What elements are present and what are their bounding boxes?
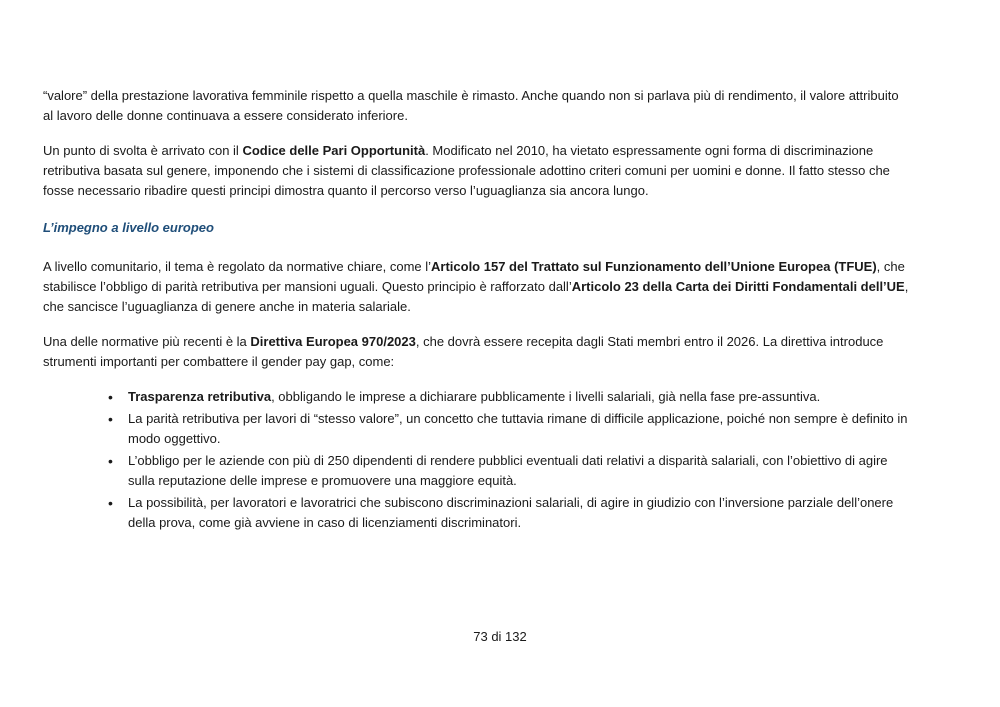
document-page: [43, 86, 911, 535]
text-span: Una delle normative più recenti è la: [43, 334, 251, 349]
section-heading: L’impegno a livello europeo: [43, 220, 214, 235]
list-item-text: La parità retributiva per lavori di “stesso valore”, un concetto che tuttavia rimane di difficile applicazione, poiché non sempre è definito in modo oggettivo.: [128, 411, 908, 446]
text-span: . Modificato nel 2010, ha vietato espressamente ogni forma di discriminazione retributiva basata sul genere, imponendo che i sistemi di classificazione professionale adottino criteri comuni per uomini e donne. Il fatto stesso che fosse necessario ribadire questi principi dimostra quanto il percorso verso l’uguaglianza sia ancora lungo.: [43, 143, 890, 198]
page-number: 73 di 132: [473, 629, 527, 644]
list-item-text: L’obbligo per le aziende con più di 250 dipendenti di rendere pubblici eventuali dati relativi a disparità salariali, con l’obiettivo di agire sulla reputazione delle imprese e promuovere una maggiore equità.: [128, 453, 888, 488]
text-span: , che dovrà essere recepita dagli Stati membri entro il 2026. La direttiva introduce strumenti importanti per combattere il gender pay gap, come:: [43, 334, 884, 369]
bullet-list: [43, 387, 911, 533]
list-item-text: , obbligando le imprese a dichiarare pubblicamente i livelli salariali, già nella fase pre-assuntiva.: [271, 389, 821, 404]
list-item: [128, 409, 911, 449]
bold-term: Articolo 157 del Trattato sul Funzionamento dell’Unione Europea (TFUE): [431, 259, 877, 274]
text-span: Un punto di svolta è arrivato con il: [43, 143, 243, 158]
list-item: [128, 387, 911, 407]
paragraph-valore: “valore” della prestazione lavorativa femminile rispetto a quella maschile è rimasto. Anche quando non si parlava più di rendimento, il valore attribuito al lavoro delle donne continuava a essere considerato inferiore.: [43, 88, 899, 123]
bold-term: Codice delle Pari Opportunità: [242, 143, 426, 158]
paragraph-livello-comunitario: [43, 257, 911, 317]
list-item-text: La possibilità, per lavoratori e lavoratrici che subiscono discriminazioni salariali, di agire in giudizio con l’inversione parziale dell’onere della prova, come già avviene in caso di licenziamenti discriminatori.: [128, 495, 894, 530]
list-item: [128, 493, 911, 533]
bold-term: Articolo 23 della Carta dei Diritti Fondamentali dell’UE: [571, 279, 905, 294]
paragraph-codice-pari-opportunita: [43, 141, 911, 201]
text-span: , che sancisce l’uguaglianza di genere anche in materia salariale.: [43, 279, 909, 314]
paragraph-direttiva: [43, 332, 911, 372]
text-span: , che stabilisce l’obbligo di parità retributiva per mansioni uguali. Questo principio è rafforzato dall’: [43, 259, 905, 294]
bold-term: Trasparenza retributiva: [128, 389, 272, 404]
text-span: A livello comunitario, il tema è regolato da normative chiare, come l’: [43, 259, 432, 274]
list-item: [128, 451, 911, 491]
bold-term: Direttiva Europea 970/2023: [250, 334, 416, 349]
